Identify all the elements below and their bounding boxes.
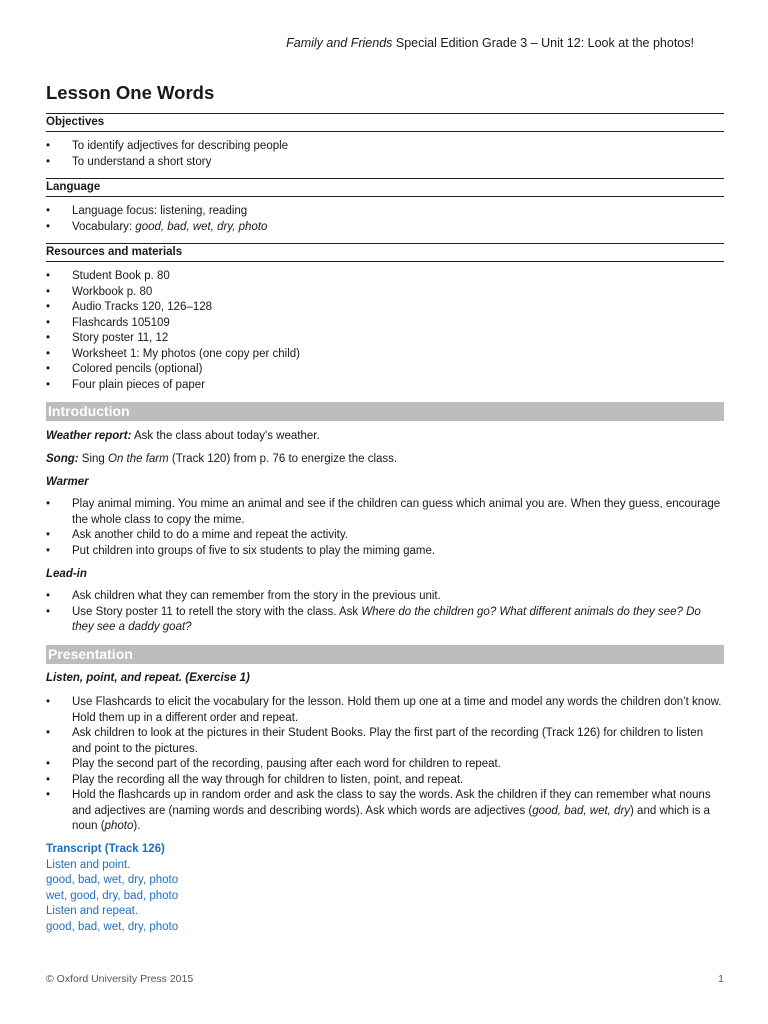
- vocab-words: good, bad, wet, dry, photo: [135, 220, 268, 233]
- warmer-list: [46, 497, 724, 559]
- last-item-end: ).: [133, 820, 141, 832]
- weather-text: Ask the class about today's weather.: [131, 430, 320, 442]
- transcript-line: good, bad, wet, dry, photo: [46, 874, 179, 887]
- song-title: On the farm: [108, 453, 169, 465]
- leadin-pre: Use Story poster 11 to retell the story with the class. Ask: [72, 605, 362, 618]
- list-item: • Ask another child to do a mime and repeat the activity.: [46, 528, 724, 544]
- song: [46, 452, 724, 468]
- weather-report: [46, 429, 724, 445]
- objectives-heading: Objectives: [46, 113, 724, 132]
- list-item: • Put children into groups of five to six students to play the miming game.: [46, 544, 724, 560]
- leadin-list: [46, 589, 724, 636]
- list-item: • To identify adjectives for describing people: [46, 139, 724, 155]
- last-item-mid: ) and which is a noun (: [72, 804, 710, 832]
- list-item: • Student Book p. 80: [46, 269, 724, 285]
- transcript-title: Transcript (Track 126): [46, 843, 165, 855]
- list-item: • Colored pencils (optional): [46, 362, 724, 378]
- song-pre: Sing: [78, 453, 108, 465]
- song-post: (Track 120) from p. 76 to energize the class.: [168, 453, 398, 465]
- leadin-label: Lead-in: [46, 568, 87, 580]
- list-item: • Story poster 11, 12: [46, 331, 724, 347]
- list-item: [46, 220, 724, 236]
- last-item-pre: Hold the flashcards up in random order and ask the class to say the words. Ask the children if they can remember what nouns and adjectives are (naming words and describing words). Ask which words are adjectives (: [72, 789, 711, 817]
- list-item: • Workbook p. 80: [46, 285, 724, 301]
- weather-label: Weather report:: [46, 430, 132, 442]
- objectives-list: [46, 139, 724, 170]
- presentation-band: Presentation: [46, 645, 724, 664]
- list-item: • Language focus: listening, reading: [46, 204, 724, 220]
- leadin-questions: Where do the children go? What different animals do they see? Do they see a daddy goat?: [72, 605, 701, 633]
- resources-heading: Resources and materials: [46, 243, 724, 262]
- transcript: [46, 842, 178, 936]
- language-heading: Language: [46, 178, 724, 197]
- language-list: [46, 204, 724, 235]
- transcript-line: good, bad, wet, dry, photo: [46, 920, 179, 933]
- transcript-line: wet, good, dry, bad, photo: [46, 889, 179, 902]
- list-item: • Play the recording all the way through for children to listen, point, and repeat.: [46, 773, 724, 789]
- list-item: [46, 788, 724, 835]
- page-number: 1: [718, 973, 724, 985]
- header-series: Family and Friends: [286, 36, 393, 50]
- header-unit: Special Edition Grade 3 – Unit 12: Look at the photos!: [392, 36, 694, 50]
- adjectives-list: good, bad, wet, dry: [532, 804, 631, 817]
- list-item: • To understand a short story: [46, 155, 724, 171]
- introduction-band: Introduction: [46, 402, 724, 421]
- lesson-title: Lesson One Words: [46, 82, 215, 103]
- transcript-line: Listen and repeat.: [46, 905, 139, 918]
- warmer-label: Warmer: [46, 476, 89, 488]
- presentation-list: [46, 695, 724, 835]
- vocab-label: Vocabulary:: [72, 220, 136, 233]
- list-item: • Play animal miming. You mime an animal and see if the children can guess which animal you are. When they guess, encourage the whole class to copy the mime.: [46, 497, 724, 528]
- list-item: [46, 605, 724, 636]
- resources-list: [46, 269, 724, 393]
- list-item: • Ask children to look at the pictures in their Student Books. Play the first part of the recording (Track 126) for children to listen and point to the pictures.: [46, 726, 724, 757]
- list-item: • Use Flashcards to elicit the vocabulary for the lesson. Hold them up one at a time and model any words the children don’t know. Hold them up in a different order and repeat.: [46, 695, 724, 726]
- list-item: • Four plain pieces of paper: [46, 378, 724, 394]
- copyright: © Oxford University Press 2015: [46, 973, 194, 985]
- list-item: • Worksheet 1: My photos (one copy per child): [46, 347, 724, 363]
- list-item: • Audio Tracks 120, 126–128: [46, 300, 724, 316]
- list-item: • Play the second part of the recording, pausing after each word for children to repeat.: [46, 757, 724, 773]
- transcript-line: Listen and point.: [46, 858, 131, 871]
- song-label: Song:: [46, 453, 79, 465]
- page-header: [286, 36, 694, 50]
- noun-word: photo: [104, 820, 134, 832]
- exercise-label: Listen, point, and repeat. (Exercise 1): [46, 672, 250, 684]
- list-item: • Flashcards 105109: [46, 316, 724, 332]
- list-item: • Ask children what they can remember from the story in the previous unit.: [46, 589, 724, 605]
